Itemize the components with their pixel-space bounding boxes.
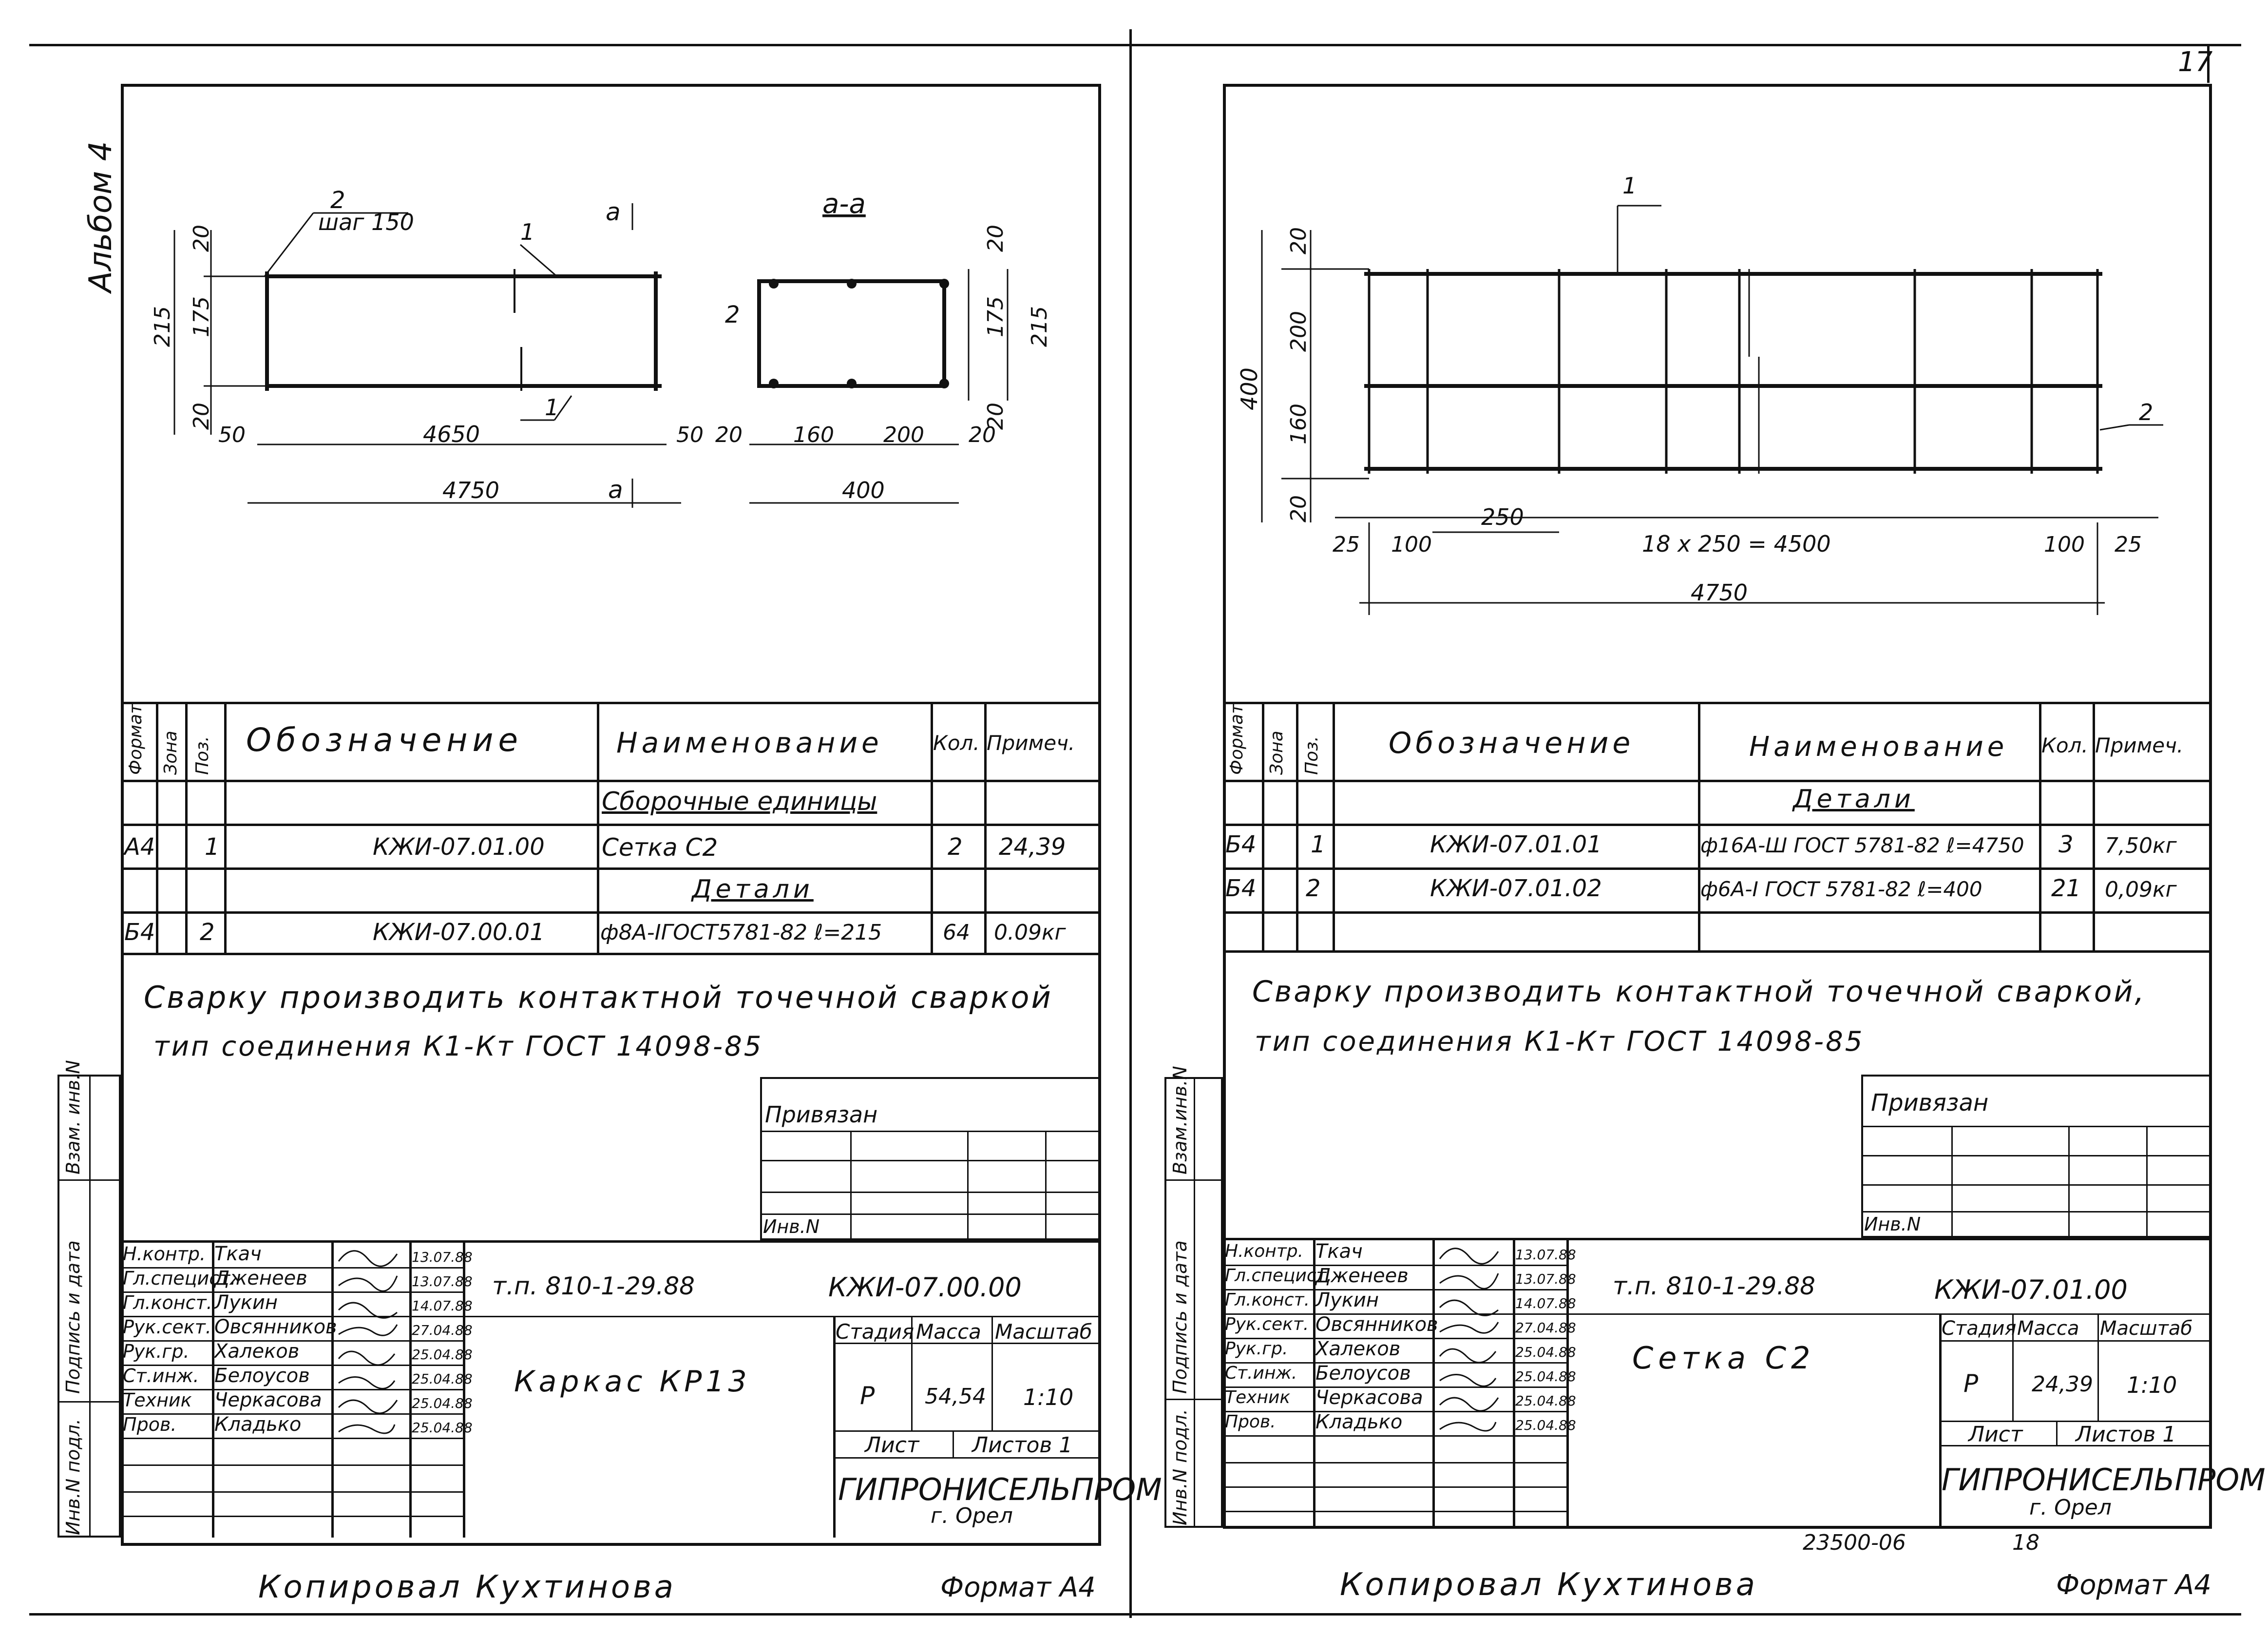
svg-text:160: 160 xyxy=(1286,404,1311,444)
spec-section-details: Детали xyxy=(692,875,814,904)
svg-text:400: 400 xyxy=(1236,367,1262,410)
right-title: Сетка С2 xyxy=(1632,1340,1815,1376)
step-label: шаг 150 xyxy=(318,209,414,235)
left-stamp-dates: 13.07.88 13.07.88 14.07.88 27.04.88 25.04.88 25.04.88 25.04.88 25.04.88 xyxy=(412,1249,473,1436)
left-signatures xyxy=(334,1242,407,1442)
spec-col-designation: Обозначение xyxy=(246,721,523,759)
top-trim-line xyxy=(29,44,2241,46)
svg-text:175: 175 xyxy=(983,296,1008,337)
svg-text:200: 200 xyxy=(1286,311,1311,352)
svg-text:50: 50 xyxy=(676,423,704,447)
section-pos-label: 2 xyxy=(725,301,740,328)
svg-text:20: 20 xyxy=(983,403,1008,430)
svg-text:215: 215 xyxy=(1027,306,1052,347)
pos-1b-label: 1 xyxy=(545,394,559,421)
right-signatures xyxy=(1435,1239,1510,1439)
center-fold-line xyxy=(1129,29,1132,1618)
left-org: ГИПРОНИСЕЛЬПРОМ xyxy=(838,1472,1162,1507)
left-note-line1: Сварку производить контактной точечной сваркой xyxy=(144,980,1053,1015)
album-label: Альбом 4 xyxy=(83,141,119,292)
archive-sheet: 18 xyxy=(2012,1530,2039,1555)
right-doc-code: КЖИ-07.01.00 xyxy=(1934,1274,2128,1305)
svg-text:20: 20 xyxy=(189,403,214,430)
pos-2-label: 2 xyxy=(330,187,345,214)
svg-text:400: 400 xyxy=(842,477,885,503)
svg-text:25: 25 xyxy=(1333,532,1360,557)
svg-text:215: 215 xyxy=(150,306,175,347)
right-org: ГИПРОНИСЕЛЬПРОМ xyxy=(1942,1462,2266,1498)
svg-text:2: 2 xyxy=(2139,399,2154,425)
right-stamp-dates: 13.07.88 13.07.88 14.07.88 27.04.88 25.04.88 25.04.88 25.04.88 25.04.88 xyxy=(1515,1247,1576,1433)
spec-col-pos: Поз. xyxy=(192,736,212,775)
right-copied-by: Копировал Кухтинова xyxy=(1340,1567,1758,1603)
svg-text:4750: 4750 xyxy=(442,477,500,503)
left-stamp-names: Ткач Дженеев Лукин Овсянников Халеков Белоусов Черкасова Кладько xyxy=(214,1243,337,1436)
svg-text:20: 20 xyxy=(1286,495,1311,522)
svg-text:4750: 4750 xyxy=(1691,579,1748,606)
scanned-drawing-sheet: 17 Альбом 4 2 шаг 150 1 1 a a а-а 2 20 175 215 20 50 4650 50 4750 20 160 200 20 400 20 175 215 20 Формат Зона Поз. Обозначение Наименование Кол. Примеч. Сборочные единицы А4 1 КЖИ-07.01.00 Сетка С2 2 24,39 Детали Б4 2 КЖИ-07.00.01 ф8А-IГОСТ5781-82 ℓ=215 64 0.09кг Сварку производить контактной точечной сваркой тип соединения К1-Кт ГОСТ 14098-85 Привязан Инв.N Инв.N подл. Подпись и дата Взам. инв.N Н.контр. Гл.специст. Гл.конст. Рук.сект. Рук.гр. Ст.инж. Техник Пров. Ткач Дженеев Лукин Овсянников Халеков Белоусов Черкасова Кладько 13.07.88 13.07.88 14.07.88 27.04.88 25.04.88 25.04.88 25.04.88 25.04.88 т.п. 810-1-29.88 КЖИ-07.00.00 Каркас КР13 Стадия Масса Масштаб Р 54,54 1:10 Лист Листов 1 ГИПРОНИСЕЛЬПРОМ г. Орел Копировал Кухтинова Формат А4 1 2 20 200 160 20 400 250 25 100 18 x 250 = 4500 100 25 4750 Формат Зона Поз. Обозначение Наименование Кол. Примеч. Детали Б4 1 КЖИ-07.01.01 ф16А-Ш ГОСТ 5781-82 ℓ=4750 3 7,50кг Б4 2 КЖИ-07.01.02 ф6А-I ГОСТ 5781-82 ℓ=400 21 0,09кг Сварку производить контактной точечной сваркой, тип соединения К1-Кт ГОСТ 14098-85 Привязан Инв.N Инв.N подл. Подпись и дата Взам.инв.N Н.контр. Гл.специст. Гл.конст. Рук.сект. Рук.гр. Ст.инж. Техник Пров. Ткач Дженеев Лукин Овсянников Халеков Белоусов Черкасова Кладько 13.07.88 13.07.88 14.07.88 27.04.88 25.04.88 25.04.88 25.04.88 25.04.88 т.п. 810-1-29.88 КЖИ-07.01.00 Сетка С2 Стадия Масса Масштаб Р 24,39 1:10 Лист Листов 1 ГИПРОНИСЕЛЬПРОМ г. Орел 23500-06 18 Копировал Кухтинова Формат А4 xyxy=(0,0,2268,1636)
spec-col-qty: Кол. xyxy=(933,731,980,755)
pos-1a-label: 1 xyxy=(520,219,535,245)
left-project-no: т.п. 810-1-29.88 xyxy=(492,1272,695,1300)
svg-text:20: 20 xyxy=(1286,227,1311,254)
left-privyazan-label: Привязан xyxy=(765,1101,878,1128)
svg-text:160: 160 xyxy=(793,423,834,447)
svg-text:20: 20 xyxy=(983,225,1008,252)
svg-text:50: 50 xyxy=(218,423,246,447)
spec-col-name: Наименование xyxy=(616,726,883,759)
left-note-line2: тип соединения К1-Кт ГОСТ 14098-85 xyxy=(153,1031,763,1062)
svg-text:250: 250 xyxy=(1481,504,1524,530)
right-stamp-names: Ткач Дженеев Лукин Овсянников Халеков Белоусов Черкасова Кладько xyxy=(1315,1240,1438,1433)
svg-text:20: 20 xyxy=(969,423,996,447)
svg-text:200: 200 xyxy=(883,423,924,447)
svg-text:175: 175 xyxy=(189,296,214,337)
spec-col-note: Примеч. xyxy=(987,731,1075,755)
right-project-no: т.п. 810-1-29.88 xyxy=(1613,1272,1815,1300)
svg-text:20: 20 xyxy=(189,225,214,252)
svg-text:18 x 250 = 4500: 18 x 250 = 4500 xyxy=(1642,531,1831,557)
left-doc-code: КЖИ-07.00.00 xyxy=(828,1272,1022,1303)
page-number: 17 xyxy=(2178,46,2213,78)
right-note-line1: Сварку производить контактной точечной сваркой, xyxy=(1252,975,2146,1009)
left-title: Каркас КР13 xyxy=(514,1365,751,1399)
right-drawing-setka xyxy=(1223,84,2212,698)
spec-section-assemblies: Сборочные единицы xyxy=(602,787,877,816)
left-stamp-roles: Н.контр. Гл.специст. Гл.конст. Рук.сект. Рук.гр. Ст.инж. Техник Пров. xyxy=(123,1243,236,1435)
left-format: Формат А4 xyxy=(940,1572,1096,1603)
spec-col-zone: Зона xyxy=(161,731,181,775)
left-copied-by: Копировал Кухтинова xyxy=(258,1569,676,1605)
right-format: Формат А4 xyxy=(2056,1569,2211,1601)
left-inv-label: Инв.N xyxy=(763,1216,820,1237)
svg-text:4650: 4650 xyxy=(423,421,480,447)
svg-text:25: 25 xyxy=(2115,532,2142,557)
svg-text:100: 100 xyxy=(2044,532,2085,557)
svg-text:20: 20 xyxy=(715,423,743,447)
spec-col-format: Формат xyxy=(126,703,146,775)
section-arrow-bottom: a xyxy=(608,476,623,504)
left-spec-top-line xyxy=(121,702,1101,704)
right-stamp-roles: Н.контр. Гл.специст. Гл.конст. Рук.сект. Рук.гр. Ст.инж. Техник Пров. xyxy=(1225,1241,1333,1432)
bottom-trim-line xyxy=(29,1613,2241,1616)
right-note-line2: тип соединения К1-Кт ГОСТ 14098-85 xyxy=(1255,1026,1865,1058)
svg-text:100: 100 xyxy=(1391,532,1432,557)
section-arrow-top: a xyxy=(606,198,621,226)
left-drawing-karkas xyxy=(121,84,1101,698)
svg-text:1: 1 xyxy=(1622,173,1637,199)
section-title: а-а xyxy=(822,188,866,220)
archive-number: 23500-06 xyxy=(1803,1530,1906,1555)
